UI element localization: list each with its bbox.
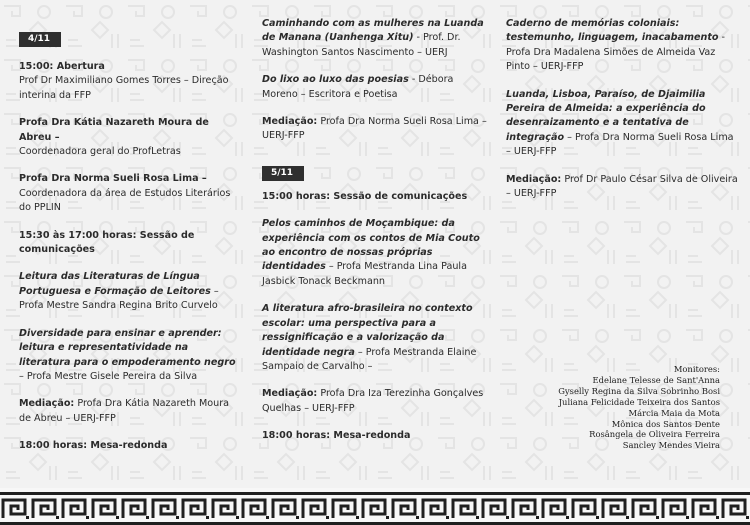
talk-speaker: - Prof. Dr. Washington Santos Nascimento – UERJ — [262, 32, 461, 58]
talk-title: Caderno de memórias coloniais: testemunho, linguagem, inacabamento — [506, 18, 719, 44]
mediation — [262, 115, 490, 144]
talk-speaker: – Profa Mestre Sandra Regina Brito Curvelo — [19, 285, 219, 312]
speaker-norma — [19, 172, 241, 215]
mediation — [19, 397, 241, 426]
round-table-title: 18:00 horas: Mesa-redonda — [262, 430, 411, 442]
round-table-title: 18:00 horas: Mesa-redonda — [19, 440, 168, 452]
talk-title: Luanda, Lisboa, Paraíso, de Djaimilia Pereira de Almeida: a experiência do desenraizamento e a tentativa de integração — [506, 88, 706, 143]
speaker-norma-name: Profa Dra Norma Sueli Rosa Lima – — [19, 173, 207, 185]
speaker-katia — [19, 116, 241, 159]
talk-speaker: – Profa Mestre Gisele Pereira da Silva — [19, 370, 198, 382]
column-round-table — [506, 17, 740, 214]
talk-speaker: – Profa Mestranda Elaine Sampaio de Carvalho – — [262, 346, 477, 372]
talk-title: Do lixo ao luxo das poesias — [262, 74, 409, 86]
speaker-katia-name: Profa Dra Kátia Nazareth Moura de Abreu – — [19, 117, 209, 143]
decorative-border-pattern — [0, 492, 750, 525]
talk-speaker: – Profa Mestranda Lina Paula Jasbick Tonack Beckmann — [262, 261, 467, 287]
speaker-katia-role: Coordenadora geral do ProfLetras — [19, 146, 181, 158]
mediation-label: Mediação: — [506, 173, 562, 185]
monitor-name: Edelane Telesse de Sant'Anna — [592, 374, 720, 385]
date-badge-4-11: 4/11 — [19, 32, 61, 47]
mediation-label: Mediação: — [19, 398, 75, 410]
session-title: 15:30 às 17:00 horas: Sessão de comunicações — [19, 229, 195, 256]
talk-title: Caminhando com as mulheres na Luanda de Manana (Uanhenga Xitu) — [262, 18, 484, 44]
monitor-name: Juliana Felicidade Teixeira dos Santos — [558, 396, 720, 407]
mediation-label: Mediação: — [262, 388, 318, 400]
column-day-1 — [19, 32, 241, 467]
monitor-name: Márcia Maia da Mota — [628, 407, 720, 418]
talk-entry — [262, 217, 490, 289]
monitors-title: Monitores: — [673, 364, 720, 374]
mediation-label: Mediação: — [262, 116, 318, 128]
talk-speaker: - Profa Dra Madalena Simões de Almeida Vaz Pinto – UERJ-FFP — [506, 32, 726, 73]
session-title: 15:00 horas: Sessão de comunicações — [262, 190, 468, 202]
speaker-norma-role: Coordenadora da área de Estudos Literários do PPLIN — [19, 187, 231, 214]
monitor-name: Rosângela de Oliveira Ferreira — [589, 429, 720, 440]
talk-title: Diversidade para ensinar e aprender: leitura e representatividade na literatura para o empoderamento negro — [19, 327, 236, 368]
date-badge-5-11: 5/11 — [262, 166, 304, 181]
talk-entry — [506, 17, 740, 75]
opening-time: 15:00: Abertura — [19, 61, 105, 72]
talk-entry — [262, 17, 490, 60]
column-day-2 — [262, 17, 490, 457]
talk-title: Leitura das Literaturas de Língua Portuguesa e Formação de Leitores — [19, 271, 211, 297]
mediation-text: Profa Dra Kátia Nazareth Moura de Abreu – UERJ-FFP — [19, 398, 230, 424]
monitor-name: Mônica dos Santos Dente — [611, 418, 720, 429]
talk-title: A literatura afro-brasileira no contexto escolar: uma perspectiva para a ressignificação e a valorização da identidade negra — [262, 303, 473, 358]
talk-entry — [262, 73, 490, 102]
talk-entry — [19, 327, 241, 385]
monitors-list — [558, 364, 720, 451]
talk-speaker: - Débora Moreno – Escritora e Poetisa — [262, 74, 454, 100]
opening — [19, 60, 241, 103]
talk-speaker: – Profa Dra Norma Sueli Rosa Lima – UERJ-FFP — [506, 131, 734, 158]
talk-title: Pelos caminhos de Moçambique: da experiência com os contos de Mia Couto ao encontro de nossas próprias identidades — [262, 218, 480, 273]
talk-entry — [262, 302, 490, 374]
talk-entry — [506, 88, 740, 160]
day-4-header — [19, 32, 241, 47]
mediation — [262, 387, 490, 416]
day-5-header — [262, 166, 490, 181]
monitor-name: Gyselly Regina da Silva Sobrinho Bosi — [558, 385, 720, 396]
monitor-name: Sancley Mendes Vieira — [622, 440, 720, 451]
mediation — [506, 173, 740, 202]
mediation-text: Profa Dra Norma Sueli Rosa Lima – UERJ-FFP — [262, 116, 487, 142]
opening-speaker: Prof Dr Maximiliano Gomes Torres – Direção interina da FFP — [19, 75, 229, 101]
mediation-text: Prof Dr Paulo César Silva de Oliveira – UERJ-FFP — [506, 173, 738, 200]
mediation-text: Profa Dra Iza Terezinha Gonçalves Quelhas – UERJ-FFP — [262, 388, 484, 414]
talk-entry — [19, 270, 241, 313]
